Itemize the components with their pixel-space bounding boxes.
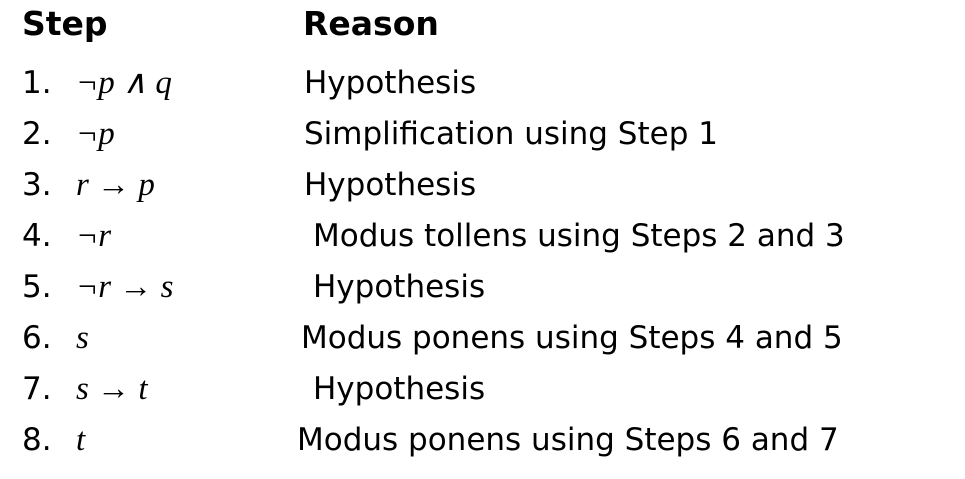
step-number: 1. bbox=[22, 65, 52, 101]
step-number: 4. bbox=[22, 218, 52, 254]
proof-step-row bbox=[0, 112, 965, 156]
step-reason: Hypothesis bbox=[313, 269, 486, 305]
step-number: 6. bbox=[22, 320, 52, 356]
step-reason: Hypothesis bbox=[313, 371, 486, 407]
step-statement: ¬r bbox=[76, 218, 112, 254]
proof-step-row bbox=[0, 418, 965, 462]
proof-step-row bbox=[0, 163, 965, 207]
step-statement: ¬p bbox=[76, 116, 115, 152]
step-statement: s bbox=[76, 320, 89, 356]
step-reason: Simplification using Step 1 bbox=[304, 116, 718, 152]
step-number: 8. bbox=[22, 422, 52, 458]
step-reason: Modus ponens using Steps 4 and 5 bbox=[301, 320, 843, 356]
step-statement: ¬r → s bbox=[76, 269, 174, 305]
proof-step-row bbox=[0, 316, 965, 360]
proof-step-row bbox=[0, 367, 965, 411]
header-step: Step bbox=[22, 4, 108, 43]
step-number: 2. bbox=[22, 116, 52, 152]
step-statement: r → p bbox=[76, 167, 155, 203]
step-statement: ¬p ∧ q bbox=[76, 65, 172, 101]
header-reason: Reason bbox=[303, 4, 439, 43]
step-statement: s → t bbox=[76, 371, 148, 407]
step-number: 7. bbox=[22, 371, 52, 407]
step-number: 3. bbox=[22, 167, 52, 203]
proof-step-row bbox=[0, 265, 965, 309]
step-statement: t bbox=[76, 422, 86, 458]
step-reason: Modus tollens using Steps 2 and 3 bbox=[313, 218, 845, 254]
step-reason: Hypothesis bbox=[304, 65, 477, 101]
step-reason: Hypothesis bbox=[304, 167, 477, 203]
proof-step-row bbox=[0, 214, 965, 258]
step-reason: Modus ponens using Steps 6 and 7 bbox=[297, 422, 839, 458]
step-number: 5. bbox=[22, 269, 52, 305]
proof-step-row bbox=[0, 61, 965, 105]
